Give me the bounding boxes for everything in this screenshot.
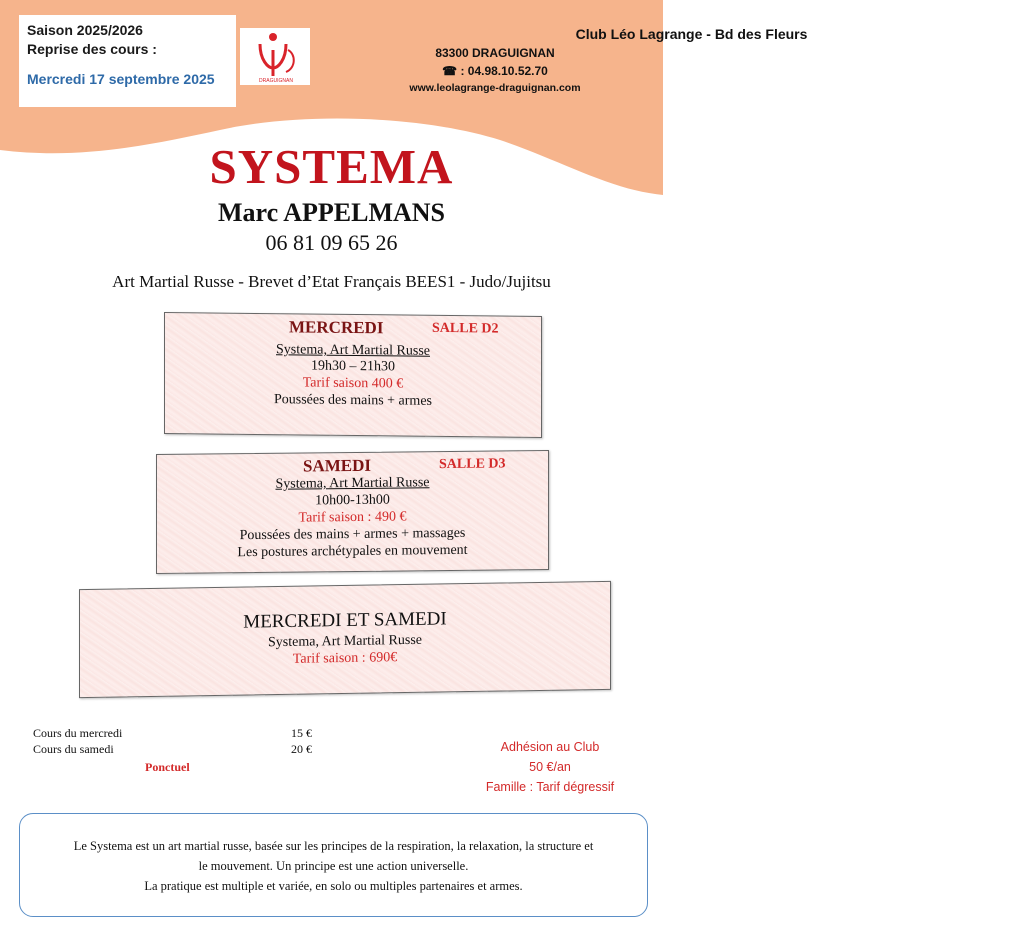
discipline-subtitle: Art Martial Russe - Brevet d’Etat Français BEES1 - Judo/Jujitsu bbox=[112, 272, 551, 291]
schedule-card-both bbox=[79, 581, 611, 698]
card-course: Systema, Art Martial Russe bbox=[276, 342, 430, 359]
club-name: Club Léo Lagrange - Bd des Fleurs bbox=[575, 26, 808, 42]
card-day: MERCREDI bbox=[289, 317, 384, 338]
season-label: Saison 2025/2026 bbox=[27, 22, 143, 38]
logo-text: DRAGUIGNAN bbox=[259, 78, 293, 84]
season-box bbox=[19, 15, 236, 107]
club-phone: ☎ : 04.98.10.52.70 bbox=[442, 64, 548, 78]
adhesion-price: 50 €/an bbox=[529, 760, 571, 774]
card-course: Systema, Art Martial Russe bbox=[275, 475, 430, 492]
club-info bbox=[360, 24, 808, 96]
club-website[interactable]: www.leolagrange-draguignan.com bbox=[409, 82, 581, 94]
instructor-name: Marc APPELMANS bbox=[218, 198, 445, 227]
page-title: SYSTEMA bbox=[209, 139, 454, 194]
card-room: SALLE D2 bbox=[432, 320, 499, 337]
card-time: 19h30 – 21h30 bbox=[311, 358, 395, 375]
info-line: le mouvement. Un principe est une action universelle. bbox=[198, 859, 469, 873]
schedule-card-mercredi bbox=[164, 312, 542, 438]
resume-label: Reprise des cours : bbox=[27, 41, 157, 57]
card-course: Systema, Art Martial Russe bbox=[268, 632, 422, 651]
fee-label-mercredi: Cours du mercredi bbox=[33, 726, 123, 740]
card-day: SAMEDI bbox=[303, 455, 372, 476]
resume-date: Mercredi 17 septembre 2025 bbox=[27, 71, 215, 87]
fee-price-samedi: 20 € bbox=[291, 742, 312, 756]
schedule-card-samedi bbox=[156, 450, 549, 574]
card-price: Tarif saison : 490 € bbox=[298, 509, 407, 526]
card-room: SALLE D3 bbox=[439, 456, 506, 473]
card-detail: Poussées des mains + armes + massages bbox=[239, 525, 466, 544]
fee-label-samedi: Cours du samedi bbox=[33, 742, 114, 756]
adhesion-title: Adhésion au Club bbox=[500, 740, 600, 754]
adhesion-block bbox=[475, 737, 625, 797]
adhesion-family: Famille : Tarif dégressif bbox=[485, 780, 615, 794]
info-box bbox=[19, 813, 648, 917]
card-price: Tarif saison : 690€ bbox=[292, 650, 398, 667]
card-detail: Les postures archétypales en mouvement bbox=[237, 542, 468, 561]
instructor-phone: 06 81 09 65 26 bbox=[265, 230, 398, 255]
info-line: Le Systema est un art martial russe, basée sur les principes de la respiration, la relaxation, la structure et bbox=[73, 839, 594, 853]
ponctuel-label: Ponctuel bbox=[145, 760, 190, 774]
fee-price-mercredi: 15 € bbox=[291, 726, 312, 740]
club-city: 83300 DRAGUIGNAN bbox=[435, 46, 555, 60]
card-day: MERCREDI ET SAMEDI bbox=[243, 608, 447, 633]
card-price: Tarif saison 400 € bbox=[302, 375, 404, 392]
club-logo bbox=[240, 28, 310, 85]
card-time: 10h00-13h00 bbox=[315, 492, 390, 509]
info-line: La pratique est multiple et variée, en solo ou multiples partenaires et armes. bbox=[144, 879, 523, 893]
card-detail: Poussées des mains + armes bbox=[274, 392, 432, 409]
